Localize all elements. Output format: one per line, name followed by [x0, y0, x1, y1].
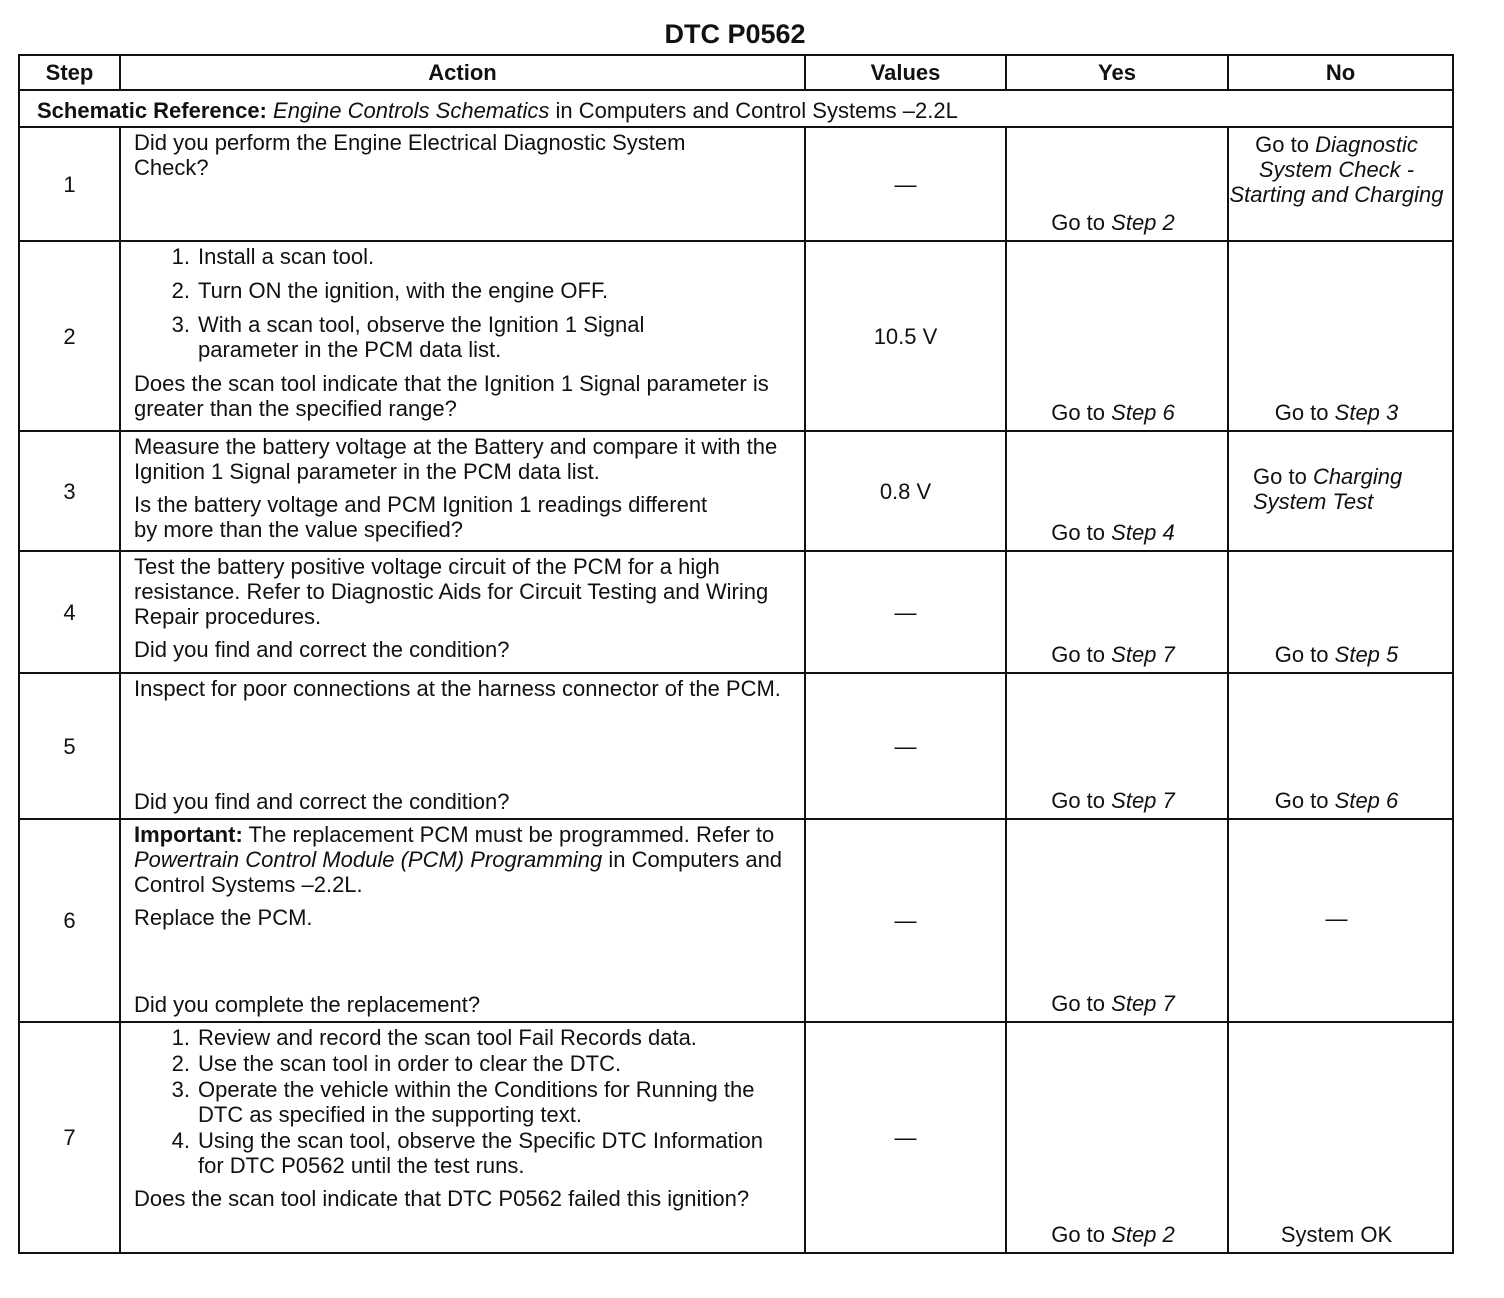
step-text: Measure the battery voltage at the Battery and compare it with the Ignition 1 Signal parameter in the PCM data list.	[134, 434, 778, 484]
step-question: Did you perform the Engine Electrical Diagnostic System Check?	[134, 130, 686, 180]
diagnostic-table	[18, 54, 1454, 1254]
no-result: —	[1228, 819, 1453, 1022]
table-row	[19, 431, 1453, 551]
step-value: —	[805, 673, 1006, 819]
step-question: Does the scan tool indicate that the Ignition 1 Signal parameter is greater than the specified range?	[134, 371, 769, 421]
step-value: 10.5 V	[805, 241, 1006, 431]
no-result: Go to Step 6	[1228, 673, 1453, 819]
schematic-label: Schematic Reference:	[37, 98, 267, 123]
doc-link[interactable]: Powertrain Control Module (PCM) Programming	[134, 847, 603, 872]
list-item: 3. With a scan tool, observe the Ignition 1 Signal parameter in the PCM data list.	[171, 312, 645, 362]
step-text: Inspect for poor connections at the harness connector of the PCM.	[134, 676, 781, 701]
no-result: Go to Step 3	[1228, 241, 1453, 431]
yes-result: Go to Step 7	[1006, 551, 1228, 673]
list-item: 4. Using the scan tool, observe the Specific DTC Information for DTC P0562 until the test runs.	[171, 1128, 763, 1178]
no-result: System OK	[1228, 1022, 1453, 1253]
no-result: Go to Step 5	[1228, 551, 1453, 673]
step-value: —	[805, 127, 1006, 241]
step-number: 7	[19, 1022, 120, 1253]
schematic-row	[19, 90, 1453, 127]
step-link[interactable]: Step 6	[1111, 400, 1175, 425]
yes-result: Go to Step 7	[1006, 819, 1228, 1022]
yes-result: Go to Step 4	[1006, 431, 1228, 551]
doc-link[interactable]: Charging System Test	[1253, 463, 1403, 514]
header-step: Step	[19, 55, 120, 90]
step-question: Does the scan tool indicate that DTC P0562 failed this ignition?	[134, 1186, 750, 1211]
step-number: 3	[19, 431, 120, 551]
table-row	[19, 673, 1453, 819]
step-link[interactable]: Step 4	[1111, 520, 1175, 545]
header-no: No	[1228, 55, 1453, 90]
step-list	[134, 244, 794, 362]
step-text: Test the battery positive voltage circuit of the PCM for a high resistance. Refer to Diagnostic Aids for Circuit Testing and Wiring Repair procedures.	[134, 554, 769, 629]
header-yes: Yes	[1006, 55, 1228, 90]
step-number: 5	[19, 673, 120, 819]
header-row	[19, 55, 1453, 90]
yes-result: Go to Step 6	[1006, 241, 1228, 431]
schematic-rest: in Computers and Control Systems –2.2L	[555, 98, 958, 123]
step-link[interactable]: Step 2	[1111, 210, 1175, 235]
step-link[interactable]: Step 5	[1334, 642, 1399, 667]
header-values: Values	[805, 55, 1006, 90]
table-row	[19, 241, 1453, 431]
list-item: 3. Operate the vehicle within the Conditions for Running the DTC as specified in the supporting text.	[171, 1077, 755, 1127]
step-number: 2	[19, 241, 120, 431]
step-list	[134, 1025, 794, 1178]
step-link[interactable]: Step 6	[1334, 788, 1399, 813]
list-item: 1. Install a scan tool.	[171, 244, 375, 269]
yes-result: Go to Step 2	[1006, 1022, 1228, 1253]
list-item: 2. Turn ON the ignition, with the engine OFF.	[171, 278, 609, 303]
step-question: Is the battery voltage and PCM Ignition 1 readings different by more than the value specified?	[134, 492, 708, 542]
step-value: —	[805, 551, 1006, 673]
step-link[interactable]: Step 3	[1334, 400, 1399, 425]
step-link[interactable]: Step 2	[1111, 1222, 1175, 1247]
step-question: Did you complete the replacement?	[134, 992, 481, 1017]
yes-result: Go to Step 7	[1006, 673, 1228, 819]
step-value: —	[805, 1022, 1006, 1253]
important-note: Important: The replacement PCM must be programmed. Refer to Powertrain Control Module (PCM) Programming in Computers and Control Systems –2.2L.	[134, 822, 783, 897]
table-row	[19, 551, 1453, 673]
table-row	[19, 1022, 1453, 1253]
table-row	[19, 127, 1453, 241]
header-action: Action	[120, 55, 805, 90]
step-number: 4	[19, 551, 120, 673]
list-item: 2. Use the scan tool in order to clear the DTC.	[171, 1051, 622, 1076]
page-title: DTC P0562	[664, 19, 806, 49]
step-value: —	[805, 819, 1006, 1022]
step-link[interactable]: Step 7	[1111, 991, 1175, 1016]
yes-result: Go to Step 2	[1006, 127, 1228, 241]
step-question: Did you find and correct the condition?	[134, 789, 510, 814]
list-item: 1. Review and record the scan tool Fail Records data.	[171, 1025, 697, 1050]
doc-link[interactable]: Diagnostic System Check - Starting and Charging	[1229, 132, 1444, 207]
no-result: Go to Diagnostic System Check - Starting and Charging	[1228, 127, 1453, 241]
schematic-reference	[19, 90, 1453, 127]
step-link[interactable]: Step 7	[1111, 642, 1175, 667]
table-row	[19, 819, 1453, 1022]
step-number: 1	[19, 127, 120, 241]
step-text: Replace the PCM.	[134, 905, 313, 930]
important-label: Important:	[134, 822, 243, 847]
step-number: 6	[19, 819, 120, 1022]
step-value: 0.8 V	[805, 431, 1006, 551]
step-link[interactable]: Step 7	[1111, 788, 1175, 813]
step-question: Did you find and correct the condition?	[134, 637, 510, 662]
no-result: Go to Charging System Test	[1228, 431, 1453, 551]
schematic-doc-link[interactable]: Engine Controls Schematics	[273, 98, 550, 123]
